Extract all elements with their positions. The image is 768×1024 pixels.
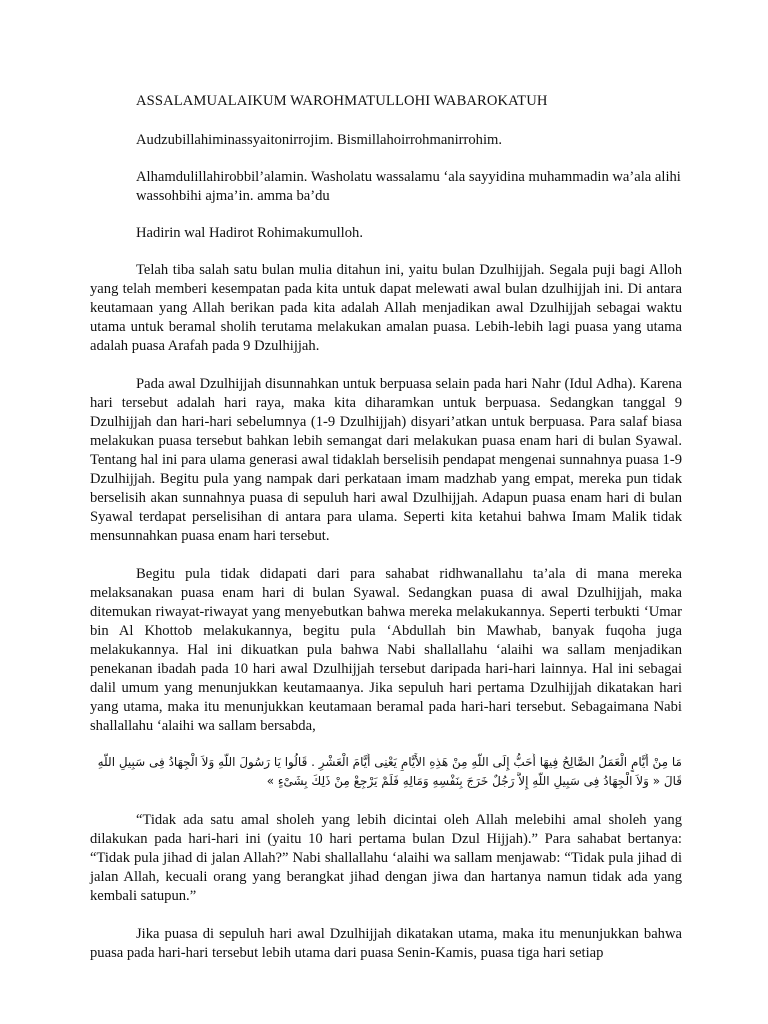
intro-line-hamdalah: Alhamdulillahirobbil’alamin. Washolatu wassalamu ‘ala sayyidina muhammadin wa’ala alihi wassohbihi ajma’in. amma ba’du [136,169,681,204]
document-content [90,92,682,982]
hadith-arabic-text [90,753,682,791]
arabic-line: قَالَ « وَلاَ الْجِهَادُ فِى سَبِيلِ اللَّهِ إِلاَّ رَجُلٌ خَرَجَ بِنَفْسِهِ وَمَالِهِ فَلَمْ يَرْجِعْ مِنْ ذَلِكَ بِشَىْءٍ » [266,774,682,788]
paragraph: Jika puasa di sepuluh hari awal Dzulhijjah dikatakan utama, maka itu menunjukkan bahwa puasa pada hari-hari tersebut lebih utama dari puasa Senin-Kamis, puasa tiga hari setiap [90,926,682,961]
paragraph: Begitu pula tidak didapati dari para sahabat ridhwanallahu ta’ala di mana mereka melaksanakan puasa enam hari di bulan Syawal. Sedangkan puasa di awal Dzulhijjah, maka ditemukan riwayat-riwayat yang menyebutkan bahwa mereka melakukannya. Seperti terbukti ‘Umar bin Al Khottob melakukannya, begitu pula ‘Abdullah bin Mawhab, banyak fuqoha juga melakukannya. Hal ini dikuatkan pula bahwa Nabi shallallahu ‘alaihi wa sallam menjadikan penekanan ibadah pada 10 hari awal Dzulhijjah tersebut daripada hari-hari lainnya. Hal ini sebagai dalil umum yang menunjukkan keutamaanya. Jika sepuluh hari pertama Dzulhijjah dikatakan hari yang utama, maka itu menunjukkan keutamaan beramal pada hari-hari tersebut. Sebagaimana Nabi shallallahu ‘alaihi wa sallam bersabda, [90,566,682,734]
intro-line-taawudz: Audzubillahiminassyaitonirrojim. Bismillahoirrohmanirrohim. [136,132,503,148]
hadith-translation-paragraph: “Tidak ada satu amal sholeh yang lebih dicintai oleh Allah melebihi amal sholeh yang dilakukan pada hari-hari ini (yaitu 10 hari pertama bulan Dzul Hijjah).” Para sahabat bertanya: “Tidak pula jihad di jalan Allah?” Nabi shallallahu ‘alaihi wa sallam menjawab: “Tidak pula jihad di jalan Allah, kecuali orang yang berangkat jihad dengan jiwa dan hartanya namun tidak ada yang kembali satupun.” [90,812,682,904]
paragraph: Telah tiba salah satu bulan mulia ditahun ini, yaitu bulan Dzulhijjah. Segala puji bagi Alloh yang telah memberi kesempatan pada kita untuk dapat melewati awal bulan dzulhijjah ini. Di antara keutamaan yang Allah berikan pada kita adalah Allah menjadikan awal Dzulhijjah sebagai waktu utama untuk beramal sholih terutama melakukan amalan puasa. Lebih-lebih lagi puasa yang utama adalah puasa Arafah pada 9 Dzulhijjah. [90,262,682,354]
paragraph: Pada awal Dzulhijjah disunnahkan untuk berpuasa selain pada hari Nahr (Idul Adha). Karena hari tersebut adalah hari raya, maka kita diharamkan untuk berpuasa. Sedangkan tanggal 9 Dzulhijjah dan hari-hari sebelumnya (1-9 Dzulhijjah) disyari’atkan untuk berpuasa. Para salaf biasa melakukan puasa tersebut bahkan lebih semangat dari melakukan puasa enam hari di bulan Syawal. Tentang hal ini para ulama generasi awal tidaklah berselisih pendapat mengenai sunnahnya puasa 1-9 Dzulhijjah. Begitu pula yang nampak dari perkataan imam madzhab yang empat, mereka pun tidak berselisih akan sunnahnya puasa di sepuluh hari awal Dzulhijjah. Adapun puasa enam hari di bulan Syawal terdapat perselisihan di antara para ulama. Seperti kita ketahui bahwa Imam Malik tidak mensunnahkan puasa enam hari tersebut. [90,376,682,544]
intro-line-greeting: Hadirin wal Hadirot Rohimakumulloh. [136,225,363,241]
arabic-line: مَا مِنْ أَيَّامٍ الْعَمَلُ الصَّالِحُ فِيهَا أَحَبُّ إِلَى اللَّهِ مِنْ هَذِهِ الأَيَّامِ يَعْنِى أَيَّامَ الْعَشْرِ . قَالُوا يَا رَسُولَ اللَّهِ وَلاَ الْجِهَادُ فِى سَبِيلِ اللَّهِ [97,755,682,769]
document-title: ASSALAMUALAIKUM WAROHMATULLOHI WABAROKATUH [136,93,548,109]
